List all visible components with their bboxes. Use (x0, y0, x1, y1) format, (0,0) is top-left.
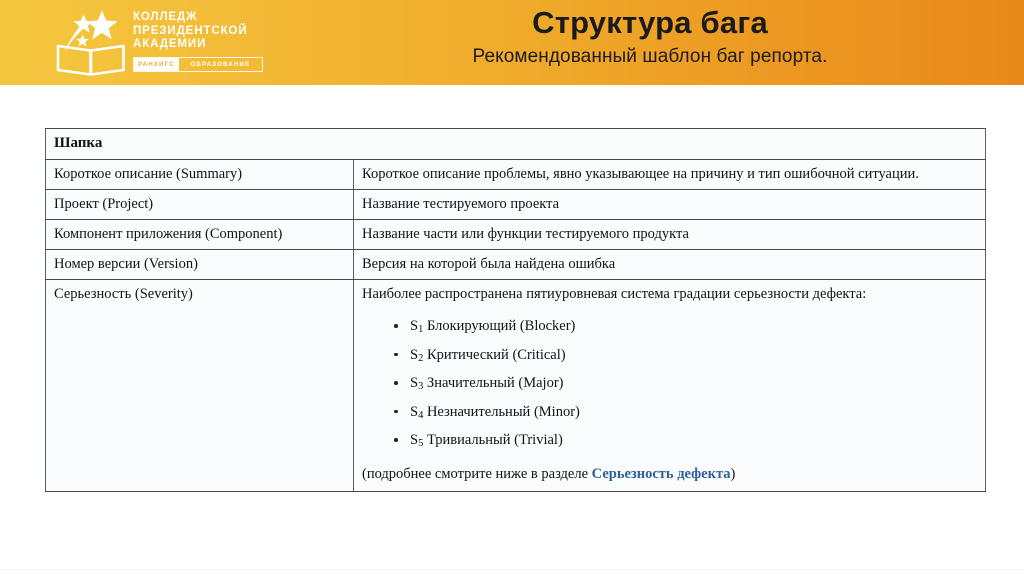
severity-code-s3: $S_3$ (410, 375, 424, 392)
slide-body (0, 85, 1024, 574)
severity-text-s1: Блокирующий (Blocker) (426, 318, 576, 334)
row-label-component: Компонент приложения (Component) (46, 220, 354, 250)
severity-note-prefix: (подробнее смотрите ниже в разделе (362, 466, 592, 482)
row-label-severity: Серьезность (Severity) (46, 280, 354, 492)
severity-text-s5: Тривиальный (Trivial) (426, 432, 563, 448)
severity-details-link[interactable]: Серьезность дефекта (591, 466, 731, 482)
row-value-severity (354, 280, 986, 492)
row-value-component: Название части или функции тестируемого продукта (354, 220, 986, 250)
table-row (46, 250, 986, 280)
severity-code-s2: $S_2$ (410, 346, 424, 364)
severity-text-s2: Критический (Critical) (426, 346, 566, 363)
table-row (46, 220, 986, 250)
table-section-title: Шапка (46, 129, 986, 160)
logo-line-3: АКАДЕМИИ (133, 38, 207, 50)
severity-code-s5: $S_5$ (410, 432, 424, 449)
header-title-block (300, 2, 1000, 71)
table-row (46, 190, 986, 220)
table-section-header-row (46, 129, 986, 160)
severity-text-s3: Значительный (Major) (426, 375, 564, 391)
slide-header-band (0, 0, 1024, 85)
severity-text-s4: Незначительный (Minor) (426, 403, 580, 420)
row-label-project: Проект (Project) (46, 190, 354, 220)
college-logo (55, 6, 285, 80)
logo-line-2: ПРЕЗИДЕНТСКОЙ (133, 24, 248, 37)
stars-and-book-logo-icon (55, 8, 127, 76)
severity-code-s4: $S_4$ (410, 403, 424, 421)
row-label-summary: Короткое описание (Summary) (46, 160, 354, 190)
page-subtitle: Рекомендованный шаблон баг репорта. (472, 46, 828, 67)
row-value-summary: Короткое описание проблемы, явно указывающее на причину и тип ошибочной ситуации. (354, 160, 986, 190)
severity-level-list (362, 317, 977, 451)
logo-badge-education: ОБРАЗОВАНИЕ (190, 60, 251, 68)
logo-line-1: КОЛЛЕДЖ (133, 11, 198, 23)
page-title: Структура бага (532, 5, 768, 40)
severity-intro: Наиболее распространена пятиуровневая система градации серьезности дефекта: (362, 286, 867, 302)
list-item (394, 346, 977, 366)
severity-note-suffix: ) (730, 466, 736, 482)
logo-badge (133, 57, 263, 72)
severity-note (362, 465, 977, 483)
row-value-version: Версия на которой была найдена ошибка (354, 250, 986, 280)
list-item (394, 374, 977, 394)
row-label-version: Номер версии (Version) (46, 250, 354, 280)
table-row-severity (46, 280, 986, 492)
table-row (46, 160, 986, 190)
list-item (394, 317, 977, 337)
severity-code-s1: $S_1$ (410, 318, 424, 335)
logo-badge-ranhigs: РАНХИГС (134, 58, 179, 71)
bug-report-template-table (45, 128, 986, 492)
list-item (394, 431, 977, 451)
row-value-project: Название тестируемого проекта (354, 190, 986, 220)
list-item (394, 403, 977, 423)
bottom-divider (0, 569, 1024, 570)
